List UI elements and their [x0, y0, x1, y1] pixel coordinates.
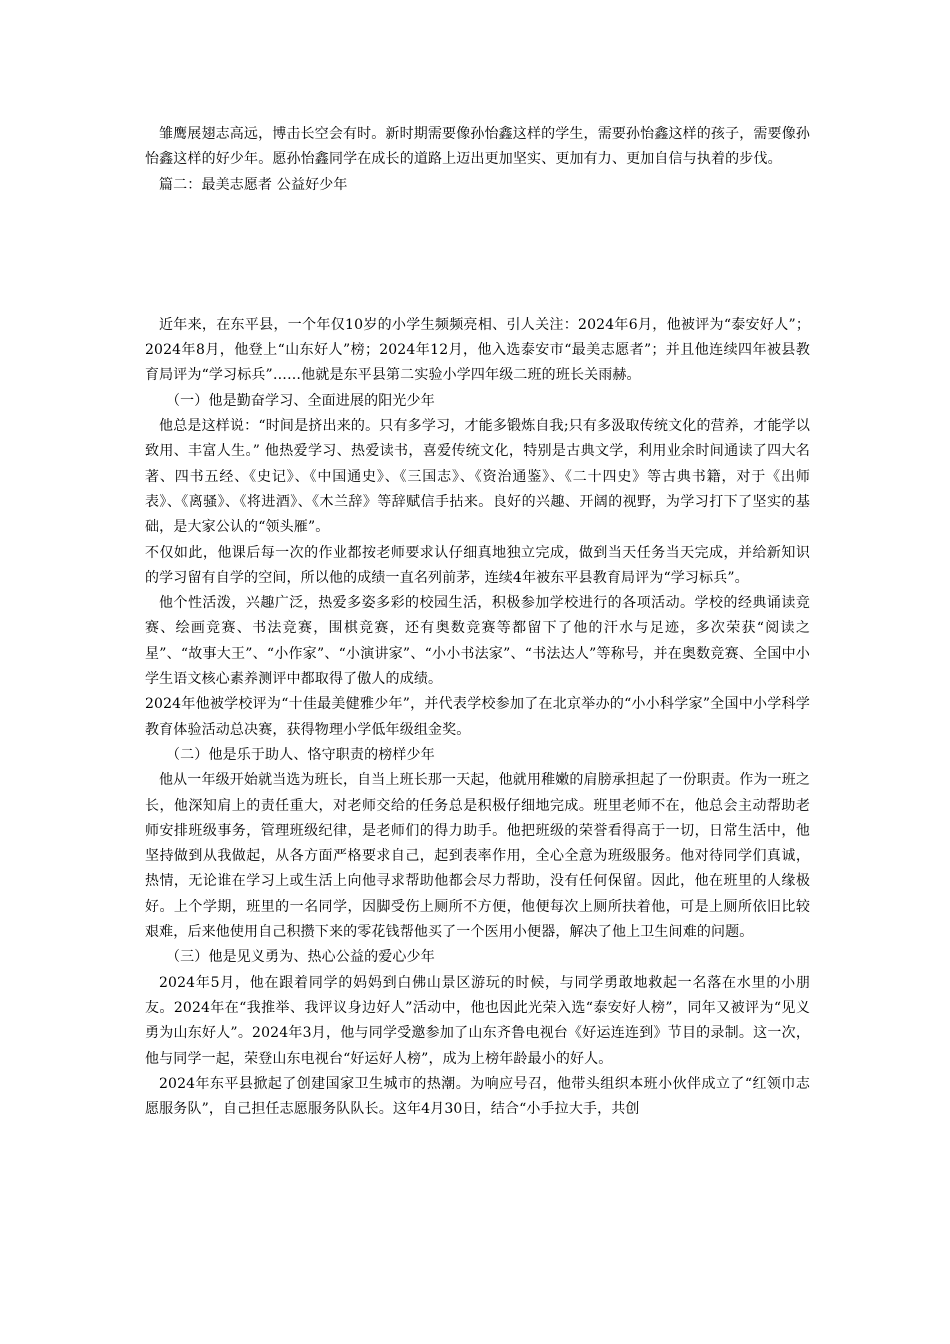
body-paragraph-7: 2024年5月，他在跟着同学的妈妈到白佛山景区游玩的时候，与同学勇敢地救起一名落在水里的小朋友。2024年在“我推举、我评议身边好人”活动中，他也因此光荣入选“泰安好人榜”，同年又被评为“见义勇为山东好人”。2024年3月，他与同学受邀参加了山东齐鲁电视台《好运连连到》节目的录制。这一次，他与同学一起，荣登山东电视台“好运好人榜”，成为上榜年龄最小的好人。	[145, 974, 810, 1067]
section-heading-2: （二）他是乐于助人、恪守职责的榜样少年	[166, 746, 435, 763]
body-paragraph-6: 他从一年级开始就当选为班长，自当上班长那一天起，他就用稚嫩的肩膀承担起了一份职责。作为一班之长，他深知肩上的责任重大，对老师交给的任务总是积极仔细地完成。班里老师不在，他总会主动帮助老师安排班级事务，管理班级纪律，是老师们的得力助手。他把班级的荣誉看得高于一切，日常生活中，他坚持做到从我做起，从各方面严格要求自己，起到表率作用，全心全意为班级服务。他对待同学们真诚，热情，无论谁在学习上或生活上向他寻求帮助他都会尽力帮助，没有任何保留。因此，他在班里的人缘极好。上个学期，班里的一名同学，因脚受伤上厕所不方便，他便每次上厕所扶着他，可是上厕所依旧比较艰难，后来他使用自己积攒下来的零花钱帮他买了一个医用小便器，解决了他上卫生间难的问题。	[145, 772, 810, 941]
intro-paragraph: 雏鹰展翅志高远，博击长空会有时。新时期需要像孙怡鑫这样的学生，需要孙怡鑫这样的孩子，需要像孙怡鑫这样的好少年。愿孙怡鑫同学在成长的道路上迈出更加坚实、更加有力、更加自信与执着的步伐。	[145, 126, 810, 168]
body-paragraph-2: 他总是这样说：“时间是挤出来的。只有多学习，才能多锻炼自我;只有多汲取传统文化的营养，才能学以致用、丰富人生。” 他热爱学习、热爱读书，喜爱传统文化，特别是古典文学，利用业余时间通读了四大名著、四书五经、《史记》、《中国通史》、《三国志》、《资治通鉴》、《二十四史》等古典书籍，对于《出师表》、《离骚》、《将进酒》、《木兰辞》等辞赋信手拈来。良好的兴趣、开阔的视野，为学习打下了坚实的基础，是大家公认的“领头雁”。	[145, 418, 810, 536]
body-paragraph-3: 不仅如此，他课后每一次的作业都按老师要求认仔细真地独立完成，做到当天任务当天完成，并给新知识的学习留有自学的空间，所以他的成绩一直名列前茅，连续4年被东平县教育局评为“学习标兵”。	[145, 544, 810, 586]
article-title: 篇二：最美志愿者 公益好少年	[159, 176, 348, 193]
body-paragraph-1: 近年来，在东平县，一个年仅10岁的小学生频频亮相、引人关注：2024年6月，他被评为“泰安好人”；2024年8月，他登上“山东好人”榜；2024年12月，他入选泰安市“最美志愿者”；并且他连续四年被县教育局评为“学习标兵”……他就是东平县第二实验小学四年级二班的班长关雨赫。	[145, 316, 810, 384]
body-paragraph-8: 2024年东平县掀起了创建国家卫生城市的热潮。为响应号召，他带头组织本班小伙伴成立了“红领巾志愿服务队”，自己担任志愿服务队队长。这年4月30日，结合“小手拉大手，共创	[145, 1075, 810, 1118]
body-paragraph-5: 2024年他被学校评为“十佳最美健雅少年”，并代表学校参加了在北京举办的“小小科学家”全国中小学科学教育体验活动总决赛，获得物理小学低年级组金奖。	[145, 696, 810, 738]
blank-gap	[145, 198, 810, 313]
section-heading-3: （三）他是见义勇为、热心公益的爱心少年	[166, 949, 435, 966]
section-heading-1: （一）他是勤奋学习、全面进展的阳光少年	[166, 392, 435, 409]
body-paragraph-4: 他个性活泼，兴趣广泛，热爱多姿多彩的校园生活，积极参加学校进行的各项活动。学校的经典诵读竞赛、绘画竞赛、书法竞赛，围棋竞赛，还有奥数竞赛等都留下了他的汗水与足迹，多次荣获“阅读之星”、“故事大王”、“小作家”、“小演讲家”、“小小书法家”、“书法达人”等称号，并在奥数竞赛、全国中小学生语文核心素养测评中都取得了傲人的成绩。	[145, 595, 810, 688]
document-page	[145, 122, 810, 1122]
